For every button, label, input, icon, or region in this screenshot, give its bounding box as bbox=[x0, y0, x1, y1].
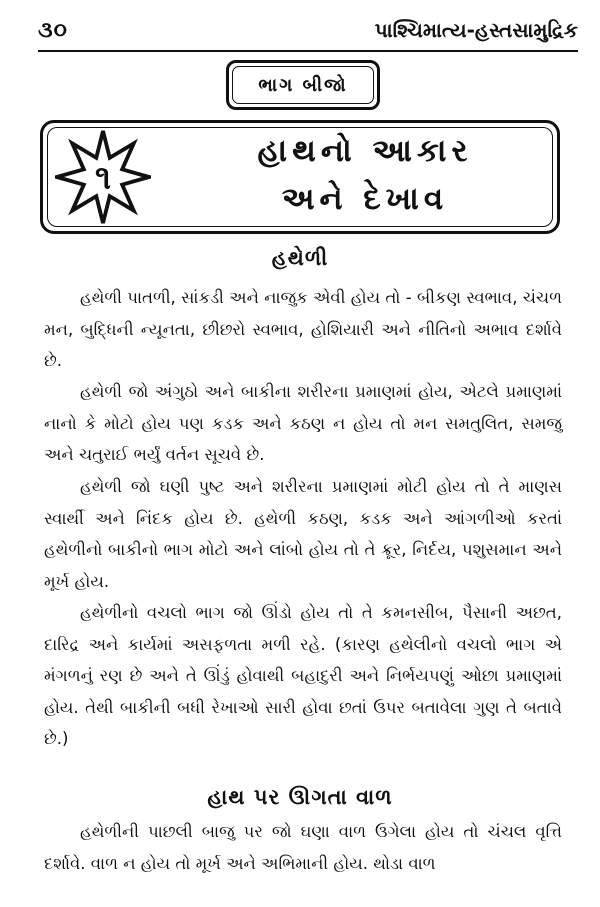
section-heading-palm: હથેળી bbox=[271, 246, 329, 270]
paragraph-text: હથેળીની પાછલી બાજુ પર જો ઘણા વાળ ઉગેલા હોય તો ચંચલ વૃત્તિ દર્શાવે. વાળ ન હોય તો મૂર્ખ અને અભિમાની હોય. થોડા વાળ bbox=[44, 822, 562, 873]
paragraph-text: હથેળી જો ઘણી પુષ્ટ અને શરીરના પ્રમાણમાં મોટી હોય તો તે માણસ સ્વાર્થી અને નિંદક હોય છે. હથેળી કઠણ, કડક અને આંગળીઓ કરતાં હથેળીનો બાકીનો ભાગ મોટો અને લાંબો હોય તો તે ક્રૂર, નિર્દય, પશુસમાન અને મૂર્ખ હોય. bbox=[44, 477, 562, 591]
part-label: ભાગ બીજો bbox=[258, 74, 348, 96]
paragraph bbox=[44, 376, 562, 471]
running-title: પાશ્ચિમાત્ય-હસ્તસામુદ્રિક bbox=[374, 18, 578, 42]
part-label-box bbox=[226, 60, 380, 110]
page-number: ૩૦ bbox=[38, 18, 68, 43]
paragraph-text: હથેળી જો અંગુઠો અને બાકીના શરીરના પ્રમાણમાં હોય, એટલે પ્રમાણમાં નાનો કે મોટો હોય પણ કડક અને કઠણ ન હોય તો મન સમતુલિત, સમજુ અને ચતુરાઈ ભર્યું વર્તન સૂચવે છે. bbox=[44, 382, 562, 464]
chapter-title-line-2: અને દેખાવ bbox=[281, 181, 449, 217]
chapter-title-line-1: હાથનો આકાર bbox=[257, 133, 473, 169]
section-heading-hair: હાથ પર ઊગતા વાળ bbox=[207, 785, 393, 809]
paragraph bbox=[44, 816, 562, 879]
paragraph bbox=[44, 471, 562, 597]
paragraph-text: હથેળીનો વચલો ભાગ જો ઊંડો હોય તો તે કમનસીબ, પૈસાની અછત, દારિદ્ર અને કાર્યમાં અસફળતા મળી રહે. (કારણ હથેલીનો વચલો ભાગ એ મંગળનું રણ છે અને તે ઊંડું હોવાથી બહાદુરી અને નિર્ભયપણું ઓછા પ્રમાણમાં હોય. તેથી બાકીની બધી રેખાઓ સારી હોવા છતાં ઉપર બતાવેલા ગુણ તે બતાવે છે.) bbox=[44, 603, 562, 748]
paragraph bbox=[44, 597, 562, 755]
paragraph-text: હથેળી પાતળી, સાંકડી અને નાજુક એવી હોય તો - બીકણ સ્વભાવ, ચંચળ મન, બુદ્ધિની ન્યૂનતા, છીછરો સ્વભાવ, હોશિયારી અને નીતિનો અભાવ દર્શાવે છે. bbox=[44, 288, 562, 370]
page-header bbox=[38, 10, 578, 52]
chapter-number: ૧ bbox=[95, 158, 111, 197]
chapter-star-badge bbox=[55, 129, 151, 225]
paragraph bbox=[44, 282, 562, 377]
chapter-title-box bbox=[40, 120, 560, 234]
